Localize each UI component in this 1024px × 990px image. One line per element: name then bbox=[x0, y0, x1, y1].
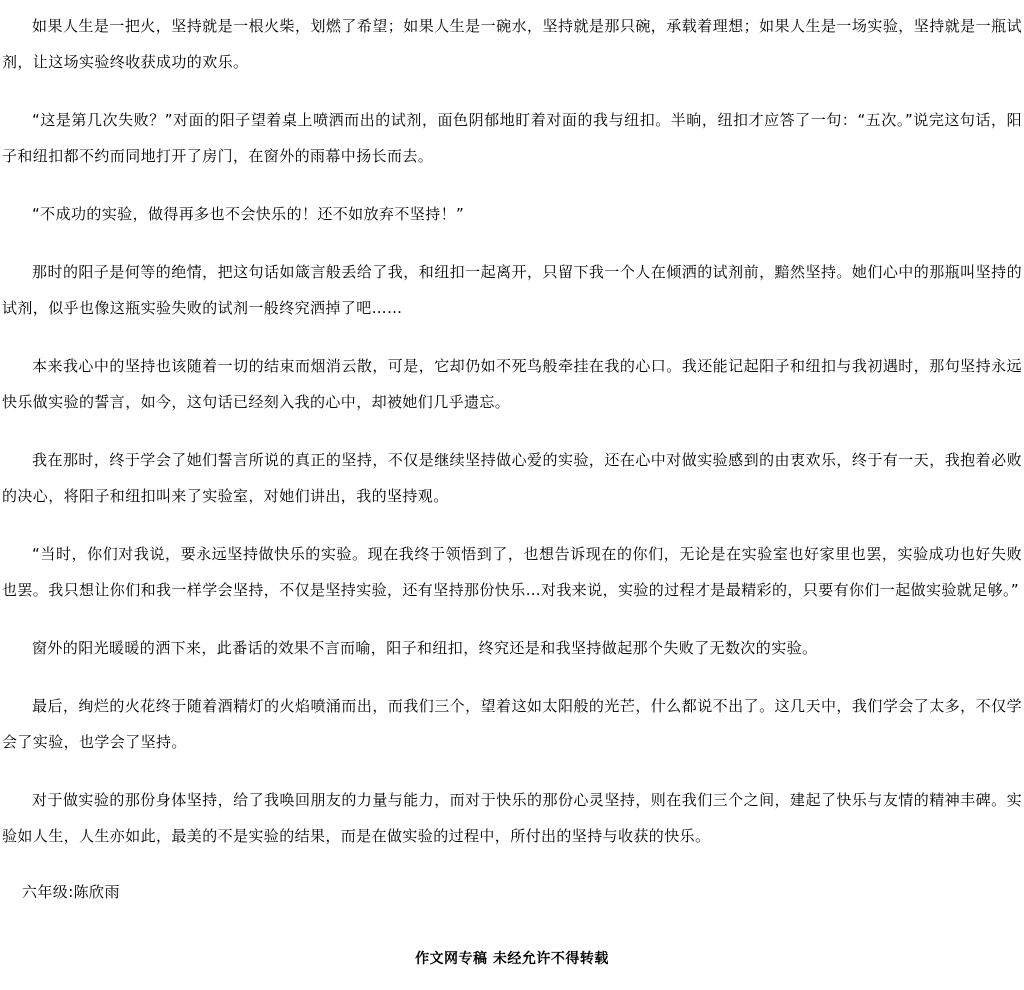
copyright-note: 作文网专稿 未经允许不得转载 bbox=[415, 951, 609, 967]
paragraph: 那时的阳子是何等的绝情，把这句话如箴言般丢给了我，和纽扣一起离开，只留下我一个人在倾洒的试剂前，黯然坚持。她们心中的那瓶叫坚持的试剂，似乎也像这瓶实验失败的试剂一般终究洒掉了吧…… bbox=[2, 263, 1022, 317]
paragraph: 对于做实验的那份身体坚持，给了我唤回朋友的力量与能力，而对于快乐的那份心灵坚持，则在我们三个之间，建起了快乐与友情的精神丰碑。实验如人生，人生亦如此，最美的不是实验的结果，而是在做实验的过程中，所付出的坚持与收获的快乐。 bbox=[2, 791, 1022, 845]
paragraph: 本来我心中的坚持也该随着一切的结束而烟消云散，可是，它却仍如不死鸟般牵挂在我的心口。我还能记起阳子和纽扣与我初遇时，那句坚持永远快乐做实验的誓言，如今，这句话已经刻入我的心中，却被她们几乎遗忘。 bbox=[2, 357, 1022, 411]
paragraph: 我在那时，终于学会了她们誓言所说的真正的坚持，不仅是继续坚持做心爱的实验，还在心中对做实验感到的由衷欢乐，终于有一天，我抱着必败的决心，将阳子和纽扣叫来了实验室，对她们讲出，我的坚持观。 bbox=[2, 451, 1022, 505]
paragraph: 最后，绚烂的火花终于随着酒精灯的火焰喷涌而出，而我们三个，望着这如太阳般的光芒，什么都说不出了。这几天中，我们学会了太多，不仅学会了实验，也学会了坚持。 bbox=[2, 697, 1022, 751]
paragraph: “这是第几次失败？”对面的阳子望着桌上喷洒而出的试剂，面色阴郁地盯着对面的我与纽扣。半晌，纽扣才应答了一句：“五次。”说完这句话，阳子和纽扣都不约而同地打开了房门，在窗外的雨幕中扬长而去。 bbox=[2, 111, 1022, 165]
author-signature: 六年级:陈欣雨 bbox=[22, 883, 120, 901]
paragraph: “当时，你们对我说，要永远坚持做快乐的实验。现在我终于领悟到了，也想告诉现在的你们，无论是在实验室也好家里也罢，实验成功也好失败也罢。我只想让你们和我一样学会坚持，不仅是坚持实验，还有坚持那份快乐…对我来说，实验的过程才是最精彩的，只要有你们一起做实验就足够。” bbox=[2, 545, 1022, 599]
paragraph: “不成功的实验，做得再多也不会快乐的！还不如放弃不坚持！” bbox=[32, 205, 465, 223]
paragraph: 如果人生是一把火，坚持就是一根火柴，划燃了希望；如果人生是一碗水，坚持就是那只碗，承载着理想；如果人生是一场实验，坚持就是一瓶试剂，让这场实验终收获成功的欢乐。 bbox=[2, 17, 1022, 71]
paragraph: 窗外的阳光暖暖的洒下来，此番话的效果不言而喻，阳子和纽扣，终究还是和我坚持做起那个失败了无数次的实验。 bbox=[32, 639, 818, 657]
